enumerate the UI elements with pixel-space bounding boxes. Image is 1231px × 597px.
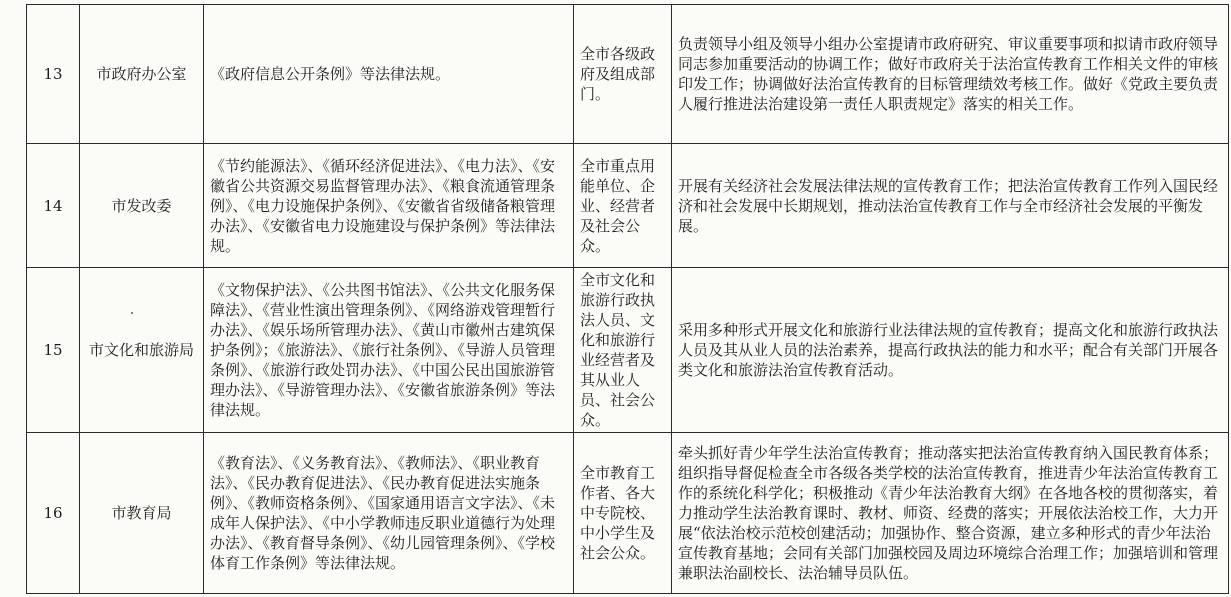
duty-description-cell: 负责领导小组及领导小组办公室提请市政府研究、审议重要事项和拟请市政府领导同志参加重要活动的协调工作；做好市政府关于法治宣传教育工作相关文件的审核印发工作；协调做好法治宣传教育的目标管理绩效考核工作。做好《党政主要负责人履行推进法治建设第一责任人职责规定》落实的相关工作。 [672,5,1229,144]
duty-description-cell: 开展有关经济社会发展法律法规的宣传教育工作；把法治宣传教育工作列入国民经济和社会发展中长期规划，推动法治宣传教育工作与全市经济社会发展的平衡发展。 [672,144,1229,268]
laws-cell: 《文物保护法》、《公共图书馆法》、《公共文化服务保障法》、《营业性演出管理条例》、《网络游戏管理暂行办法》、《娱乐场所管理办法》、《黄山市徽州古建筑保护条例》；《旅游法》、《旅行社条例》、《导游人员管理条例》、《旅游行政处罚办法》、《中国公民出国旅游管理办法》、《导游管理办法》、《安徽省旅游条例》等法律法规。 [204,268,574,433]
row-number: 16 [27,433,80,594]
target-audience-cell: 全市各级政府及组成部门。 [574,5,672,144]
table-row [27,144,1229,268]
responsible-unit: 市文化和旅游局 [80,268,204,433]
responsible-unit: 市政府办公室 [80,5,204,144]
table-row [27,268,1229,433]
row-number: 13 [27,5,80,144]
laws-cell: 《节约能源法》、《循环经济促进法》、《电力法》、《安徽省公共资源交易监督管理办法》、《粮食流通管理条例》、《电力设施保护条例》、《安徽省省级储备粮管理办法》、《安徽省电力设施建设与保护条例》等法律法规。 [204,144,574,268]
table-row [27,5,1229,144]
laws-cell: 《政府信息公开条例》等法律法规。 [204,5,574,144]
laws-cell: 《教育法》、《义务教育法》、《教师法》、《职业教育法》、《民办教育促进法》、《民办教育促进法实施条例》、《教师资格条例》、《国家通用语言文字法》、《未成年人保护法》、《中小学教师违反职业道德行为处理办法》、《教育督导条例》、《幼儿园管理条例》、《学校体育工作条例》等法律法规。 [204,433,574,594]
responsibility-table [26,4,1229,594]
target-audience-cell: 全市文化和旅游行政执法人员、文化和旅游行业经营者及其从业人员、社会公众。 [574,268,672,433]
row-number: 14 [27,144,80,268]
duty-description-cell: 采用多种形式开展文化和旅游行业法律法规的宣传教育；提高文化和旅游行政执法人员及其从业人员的法治素养，提高行政执法的能力和水平；配合有关部门开展各类文化和旅游法治宣传教育活动。 [672,268,1229,433]
duty-description-cell: 牵头抓好青少年学生法治宣传教育；推动落实把法治宣传教育纳入国民教育体系；组织指导督促检查全市各级各类学校的法治宣传教育，推进青少年法治宣传教育工作的系统化科学化；积极推动《青少年法治教育大纲》在各地各校的贯彻落实，着力推动学生法治教育课时、教材、师资、经费的落实；开展依法治校工作，大力开展“依法治校示范校创建活动；加强协作、整合资源，建立多种形式的青少年法治宣传教育基地；会同有关部门加强校园及周边环境综合治理工作；加强培训和管理兼职法治副校长、法治辅导员队伍。 [672,433,1229,594]
target-audience-cell: 全市重点用能单位、企业、经营者及社会公众。 [574,144,672,268]
row-number: 15 [27,268,80,433]
responsible-unit: 市教育局 [80,433,204,594]
responsible-unit: 市发改委 [80,144,204,268]
target-audience-cell: 全市教育工作者、各大中专院校、中小学生及社会公众。 [574,433,672,594]
scan-speck [131,312,133,314]
table-row [27,433,1229,594]
